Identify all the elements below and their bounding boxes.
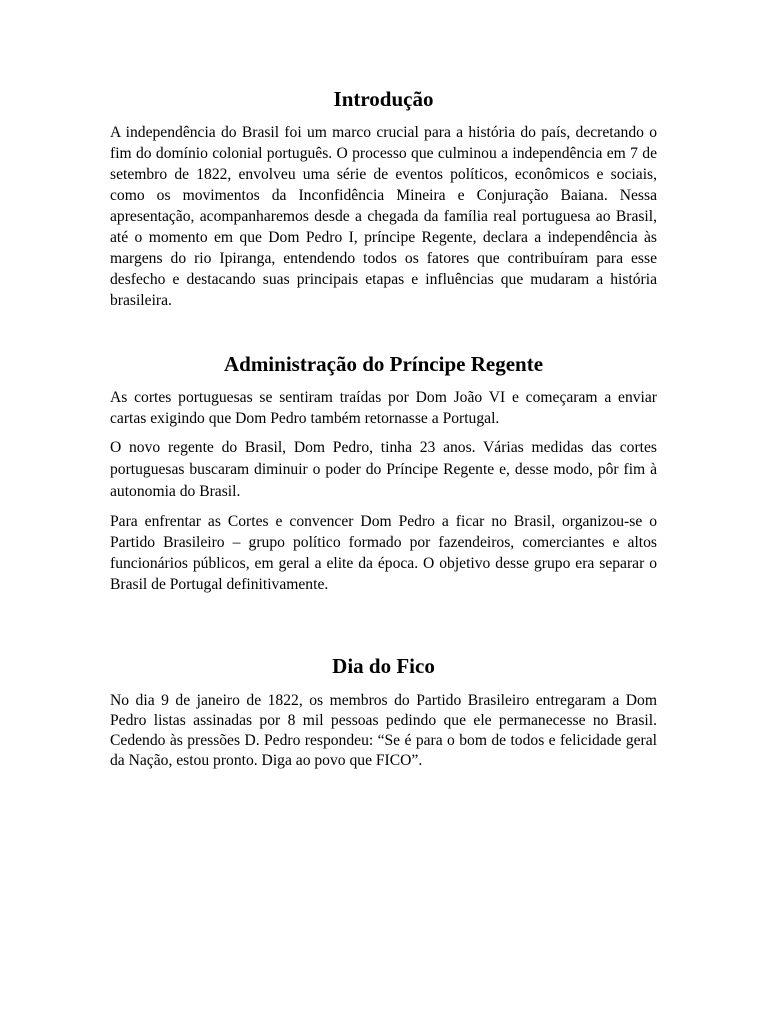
section-heading: Dia do Fico [332, 654, 435, 678]
section-heading: Administração do Príncipe Regente [223, 352, 544, 376]
section-administracao [110, 349, 657, 595]
paragraph: As cortes portuguesas se sentiram traídas por Dom João VI e começaram a enviar cartas exigindo que Dom Pedro também retornasse a Portugal. [110, 389, 657, 427]
document-page [110, 84, 657, 771]
paragraph: O novo regente do Brasil, Dom Pedro, tinha 23 anos. Várias medidas das cortes portuguesas buscaram diminuir o poder do Príncipe Regente e, desse modo, pôr fim à autonomia do Brasil. [110, 439, 657, 500]
paragraph: Para enfrentar as Cortes e convencer Dom Pedro a ficar no Brasil, organizou-se o Partido Brasileiro – grupo político formado por fazendeiros, comerciantes e altos funcionários públicos, em geral a elite da época. O objetivo desse grupo era separar o Brasil de Portugal definitivamente. [110, 513, 657, 593]
paragraph: No dia 9 de janeiro de 1822, os membros do Partido Brasileiro entregaram a Dom Pedro listas assinadas por 8 mil pessoas pedindo que ele permanecesse no Brasil. Cedendo às pressões D. Pedro respondeu: “Se é para o bom de todos e felicidade geral da Nação, estou pronto. Diga ao povo que FICO”. [110, 692, 657, 769]
paragraph: A independência do Brasil foi um marco crucial para a história do país, decretando o fim do domínio colonial português. O processo que culminou a independência em 7 de setembro de 1822, envolveu uma série de eventos políticos, econômicos e sociais, como os movimentos da Inconfidência Mineira e Conjuração Baiana. Nessa apresentação, acompanharemos desde a chegada da família real portuguesa ao Brasil, até o momento em que Dom Pedro I, príncipe Regente, declara a independência às margens do rio Ipiranga, entendendo todos os fatores que contribuíram para esse desfecho e destacando suas principais etapas e influências que mudaram a história brasileira. [110, 124, 657, 309]
section-heading: Introdução [333, 87, 434, 111]
section-dia-do-fico [110, 651, 657, 771]
section-introducao [110, 84, 657, 311]
